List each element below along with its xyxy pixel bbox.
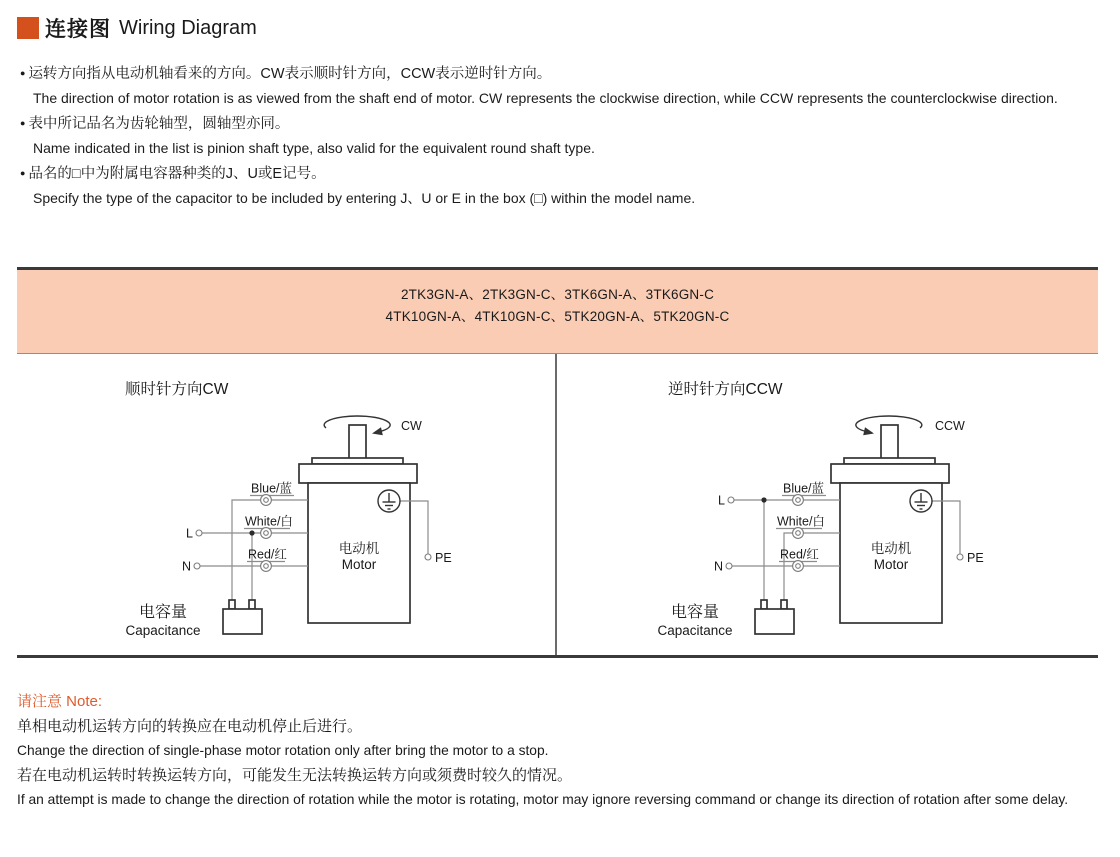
page-title-en: Wiring Diagram bbox=[119, 16, 257, 39]
blue-wire-label: Blue/蓝 bbox=[251, 481, 292, 496]
cw-wiring-diagram bbox=[17, 354, 566, 655]
note-line-en: Change the direction of single-phase motor rotation only after bring the motor to a stop. bbox=[17, 743, 549, 759]
blue-wire-label: Blue/蓝 bbox=[783, 481, 824, 496]
ccw-wiring-diagram bbox=[549, 354, 1098, 655]
page-title bbox=[17, 13, 257, 43]
title-marker-icon bbox=[17, 17, 39, 39]
model-list-line1: 2TK3GN-A、2TK3GN-C、3TK6GN-A、3TK6GN-C bbox=[400, 287, 715, 302]
neutral-terminal-label: N bbox=[181, 559, 191, 574]
intro-notes bbox=[20, 61, 1105, 211]
capacitance-label-en: Capacitance bbox=[125, 623, 201, 638]
white-wire-label: White/白 bbox=[245, 514, 293, 529]
page-title-cn: 连接图 bbox=[45, 18, 111, 41]
intro-bullet-cn: ● 运转方向指从电动机轴看来的方向。CW表示顺时针方向，CCW表示逆时针方向。 bbox=[20, 66, 552, 82]
red-wire-label: Red/红 bbox=[780, 547, 819, 562]
capacitance-label-en: Capacitance bbox=[657, 623, 733, 638]
note-line-cn: 若在电动机运转时转换运转方向，可能发生无法转换运转方向或须费时较久的情况。 bbox=[17, 766, 573, 784]
intro-bullet-en: Specify the type of the capacitor to be included by entering J、U or E in the box (□) within the model name. bbox=[33, 190, 696, 206]
ccw-rotation-label: CCW bbox=[935, 419, 965, 433]
wiring-diagrams bbox=[17, 354, 1098, 658]
cw-rotation-label: CW bbox=[401, 419, 422, 433]
note-heading: 请注意 Note: bbox=[17, 693, 103, 710]
intro-bullet-cn: ● 品名的□中为附属电容器种类的J、U或E记号。 bbox=[20, 166, 326, 182]
vertical-divider bbox=[555, 354, 557, 655]
capacitance-label-cn: 电容量 bbox=[670, 604, 720, 621]
bullet-icon: ● bbox=[20, 168, 26, 178]
motor-label-cn: 电动机 bbox=[870, 541, 912, 556]
ccw-heading: 逆时针方向CCW bbox=[668, 381, 783, 398]
junction-dot bbox=[249, 530, 254, 535]
motor-label-en: Motor bbox=[341, 557, 377, 572]
bullet-icon: ● bbox=[20, 68, 26, 78]
intro-bullet-en: Name indicated in the list is pinion shaft type, also valid for the equivalent round shaft type. bbox=[33, 140, 595, 156]
line-terminal-label: L bbox=[718, 493, 725, 508]
intro-bullet-en: The direction of motor rotation is as viewed from the shaft end of motor. CW represents the clockwise direction, while CCW represents the counterclockwise direction. bbox=[33, 90, 1058, 106]
pe-terminal-label: PE bbox=[967, 551, 984, 565]
note-line-en: If an attempt is made to change the direction of rotation while the motor is rotating, motor may ignore reversing command or change its direction of rotation after some delay. bbox=[17, 792, 1069, 808]
white-wire-label: White/白 bbox=[777, 514, 825, 529]
model-banner bbox=[17, 267, 1098, 354]
motor-label-cn: 电动机 bbox=[338, 541, 380, 556]
caution-note bbox=[17, 690, 1102, 813]
model-list-line2: 4TK10GN-A、4TK10GN-C、5TK20GN-A、5TK20GN-C bbox=[385, 308, 730, 324]
motor-drawing bbox=[831, 425, 949, 623]
junction-dot bbox=[761, 497, 766, 502]
capacitor-drawing bbox=[223, 600, 262, 634]
red-wire-label: Red/红 bbox=[248, 547, 287, 562]
bullet-icon: ● bbox=[20, 118, 26, 128]
cw-heading: 顺时针方向CW bbox=[125, 381, 229, 398]
line-terminal-label: L bbox=[186, 526, 193, 541]
intro-bullet-cn: ● 表中所记品名为齿轮轴型，圆轴型亦同。 bbox=[20, 116, 290, 132]
capacitance-label-cn: 电容量 bbox=[138, 604, 188, 621]
pe-terminal-label: PE bbox=[435, 551, 452, 565]
note-line-cn: 单相电动机运转方向的转换应在电动机停止后进行。 bbox=[17, 717, 363, 735]
capacitor-drawing bbox=[755, 600, 794, 634]
motor-label-en: Motor bbox=[873, 557, 909, 572]
neutral-terminal-label: N bbox=[713, 559, 723, 574]
motor-drawing bbox=[299, 425, 417, 623]
